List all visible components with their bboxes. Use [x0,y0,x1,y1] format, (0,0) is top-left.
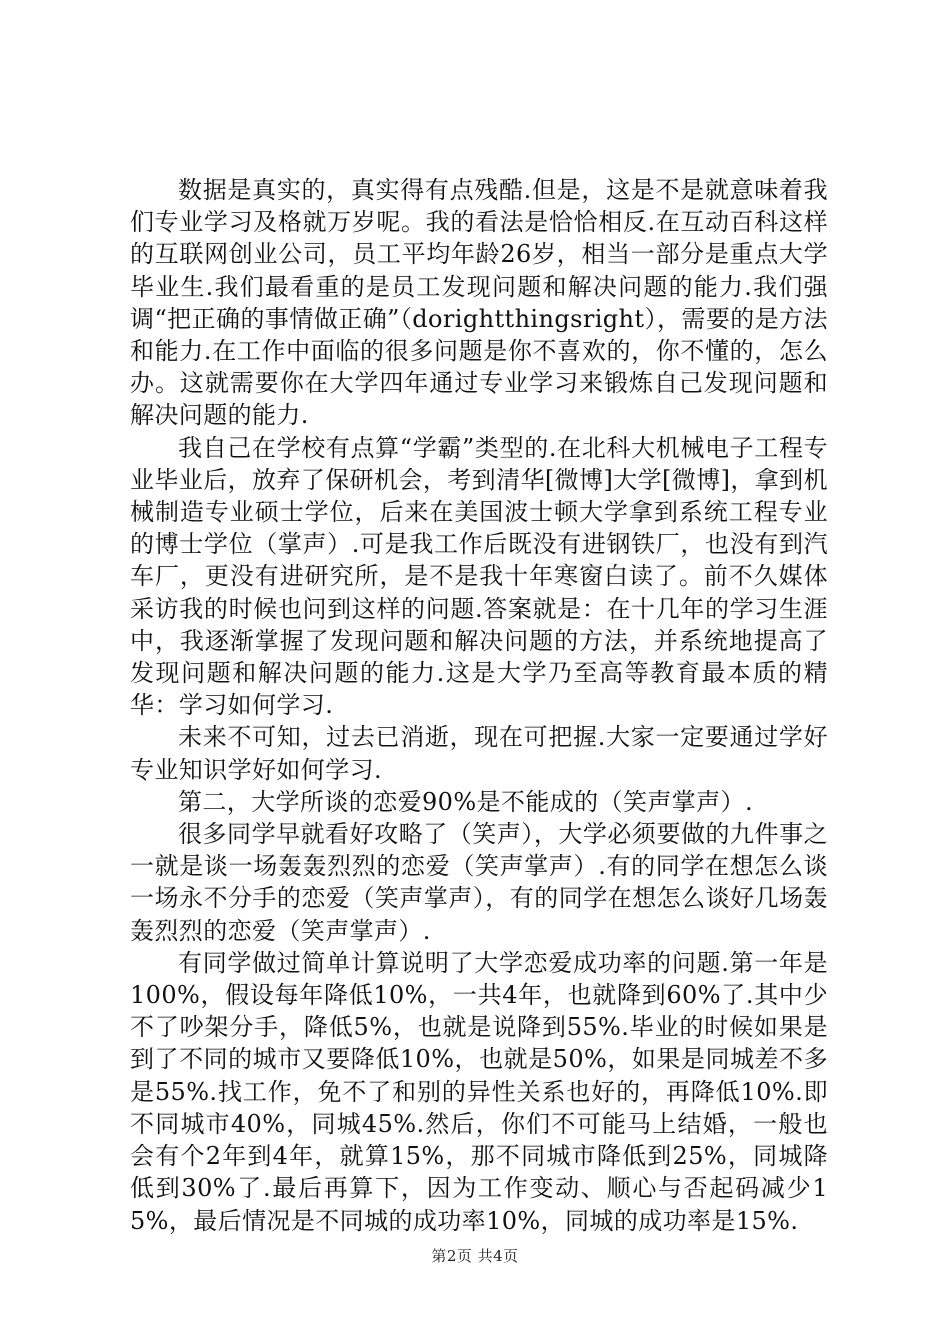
paragraph: 未来不可知，过去已消逝，现在可把握.大家一定要通过学好专业知识学好如何学习. [130,723,828,784]
page-number-footer: 第2页 共4页 [431,1247,519,1265]
paragraph: 我自己在学校有点算“学霸”类型的.在北科大机械电子工程专业毕业后，放弃了保研机会，考到清华[微博]大学[微博]，拿到机械制造专业硕士学位，后来在美国波士顿大学拿到系统工程专业的博士学位（掌声）.可是我工作后既没有进钢铁厂，也没有到汽车厂，更没有进研究所，是不是我十年寒窗白读了。前不久媒体采访我的时候也问到这样的问题.答案就是：在十几年的学习生涯中，我逐渐掌握了发现问题和解决问题的方法，并系统地提高了发现问题和解决问题的能力.这是大学乃至高等教育最本质的精华：学习如何学习. [130,433,828,720]
paragraph: 数据是真实的，真实得有点残酷.但是，这是不是就意味着我们专业学习及格就万岁呢。我的看法是恰恰相反.在互动百科这样的互联网创业公司，员工平均年龄26岁，相当一部分是重点大学毕业生.我们最看重的是员工发现问题和解决问题的能力.我们强调“把正确的事情做正确”（dorightthingsright），需要的是方法和能力.在工作中面临的很多问题是你不喜欢的，你不懂的，怎么办。这就需要你在大学四年通过专业学习来锻炼自己发现问题和解决问题的能力. [130,176,828,430]
paragraph: 很多同学早就看好攻略了（笑声），大学必须要做的九件事之一就是谈一场轰轰烈烈的恋爱（笑声掌声）.有的同学在想怎么谈一场永不分手的恋爱（笑声掌声），有的同学在想怎么谈好几场轰轰烈烈的恋爱（笑声掌声）. [130,820,828,945]
paragraph: 有同学做过简单计算说明了大学恋爱成功率的问题.第一年是100%，假设每年降低10%，一共4年，也就降到60%了.其中少不了吵架分手，降低5%，也就是说降到55%.毕业的时候如果是到了不同的城市又要降低10%，也就是50%，如果是同城差不多是55%.找工作，免不了和别的异性关系也好的，再降低10%.即不同城市40%，同城45%.然后，你们不可能马上结婚，一般也会有个2年到4年，就算15%，那不同城市降低到25%，同城降低到30%了.最后再算下，因为工作变动、顺心与否起码减少15%，最后情况是不同城的成功率10%，同城的成功率是15%. [130,948,828,1235]
document-body [130,174,828,1237]
paragraph: 第二，大学所谈的恋爱90%是不能成的（笑声掌声）. [178,787,753,816]
